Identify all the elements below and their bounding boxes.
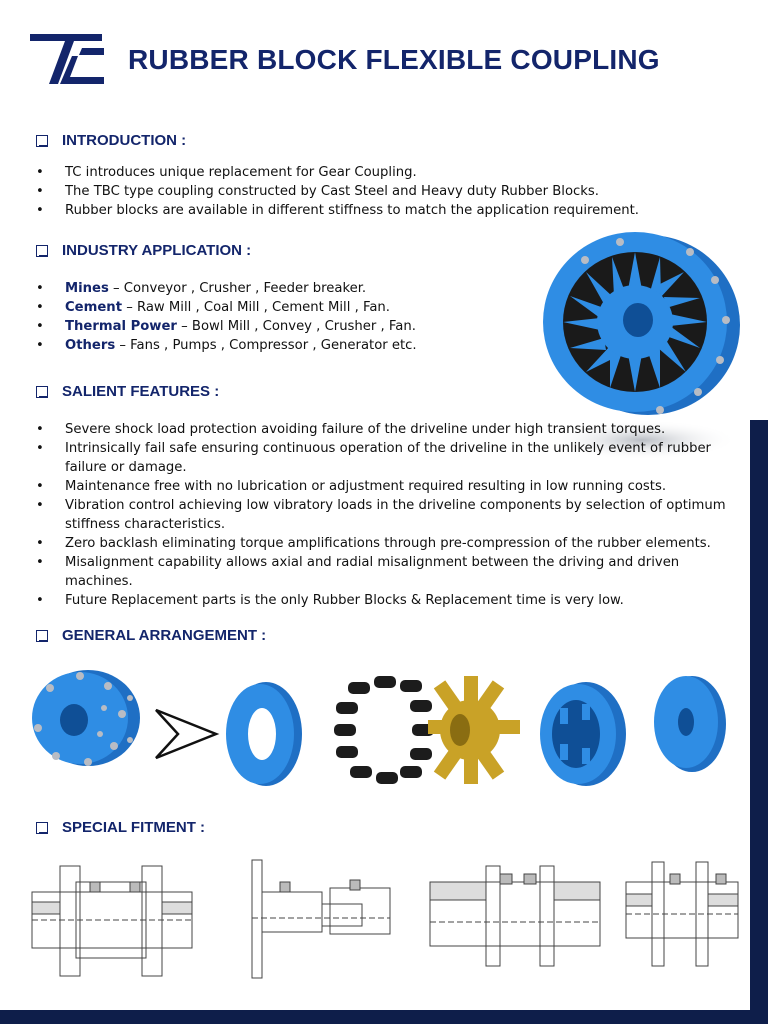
general-arrangement-heading-text: GENERAL ARRANGEMENT : — [62, 627, 267, 644]
checkbox-icon — [36, 822, 48, 834]
checkbox-icon — [36, 630, 48, 642]
industry-text: – Fans , Pumps , Compressor , Generator etc. — [115, 338, 417, 353]
general-arrangement-heading — [36, 627, 266, 644]
special-fitment-drawings — [30, 852, 750, 982]
tc-logo — [28, 30, 106, 86]
list-item — [36, 298, 506, 317]
industry-text: – Raw Mill , Coal Mill , Cement Mill , Fan. — [122, 300, 390, 315]
page-title: RUBBER BLOCK FLEXIBLE COUPLING — [128, 44, 660, 75]
introduction-list — [36, 163, 736, 220]
introduction-heading-text: INTRODUCTION : — [62, 132, 187, 149]
industry-key: Cement — [65, 300, 122, 315]
list-item: • Misalignment capability allows axial and radial misalignment between the driving and driven machines. — [36, 553, 748, 591]
list-item: • Vibration control achieving low vibratory loads in the driveline components by selection of optimum stiffness characteristics. — [36, 496, 748, 534]
introduction-heading — [36, 132, 186, 149]
special-fitment-heading — [36, 819, 205, 836]
list-item: • The TBC type coupling constructed by Cast Steel and Heavy duty Rubber Blocks. — [36, 182, 736, 201]
navy-bottom-band — [0, 1010, 768, 1024]
industry-text: – Conveyor , Crusher , Feeder breaker. — [108, 281, 367, 296]
navy-side-band — [750, 420, 768, 1024]
list-item — [36, 279, 506, 298]
industry-text: – Bowl Mill , Convey , Crusher , Fan. — [176, 319, 416, 334]
list-item: • TC introduces unique replacement for Gear Coupling. — [36, 163, 736, 182]
list-item: • Severe shock load protection avoiding failure of the driveline under high transient torques. — [36, 420, 748, 439]
features-heading — [36, 383, 219, 400]
list-item — [36, 317, 506, 336]
industry-heading-text: INDUSTRY APPLICATION : — [62, 242, 252, 259]
list-item: • Rubber blocks are available in different stiffness to match the application requirement. — [36, 201, 736, 220]
industry-list — [36, 279, 506, 355]
checkbox-icon — [36, 386, 48, 398]
list-item: • Zero backlash eliminating torque amplifications through pre-compression of the rubber elements. — [36, 534, 748, 553]
checkbox-icon — [36, 245, 48, 257]
features-list — [36, 420, 748, 610]
features-heading-text: SALIENT FEATURES : — [62, 383, 220, 400]
list-item: • Future Replacement parts is the only Rubber Blocks & Replacement time is very low. — [36, 591, 748, 610]
industry-heading — [36, 242, 251, 259]
general-arrangement-image — [30, 668, 750, 788]
special-fitment-heading-text: SPECIAL FITMENT : — [62, 819, 206, 836]
industry-key: Mines — [65, 281, 109, 296]
list-item — [36, 336, 506, 355]
industry-key: Thermal Power — [65, 319, 177, 334]
checkbox-icon — [36, 135, 48, 147]
industry-key: Others — [65, 338, 116, 353]
list-item: • Maintenance free with no lubrication or adjustment required resulting in low running costs. — [36, 477, 748, 496]
list-item: • Intrinsically fail safe ensuring continuous operation of the driveline in the unlikely event of rubber failure or damage. — [36, 439, 748, 477]
